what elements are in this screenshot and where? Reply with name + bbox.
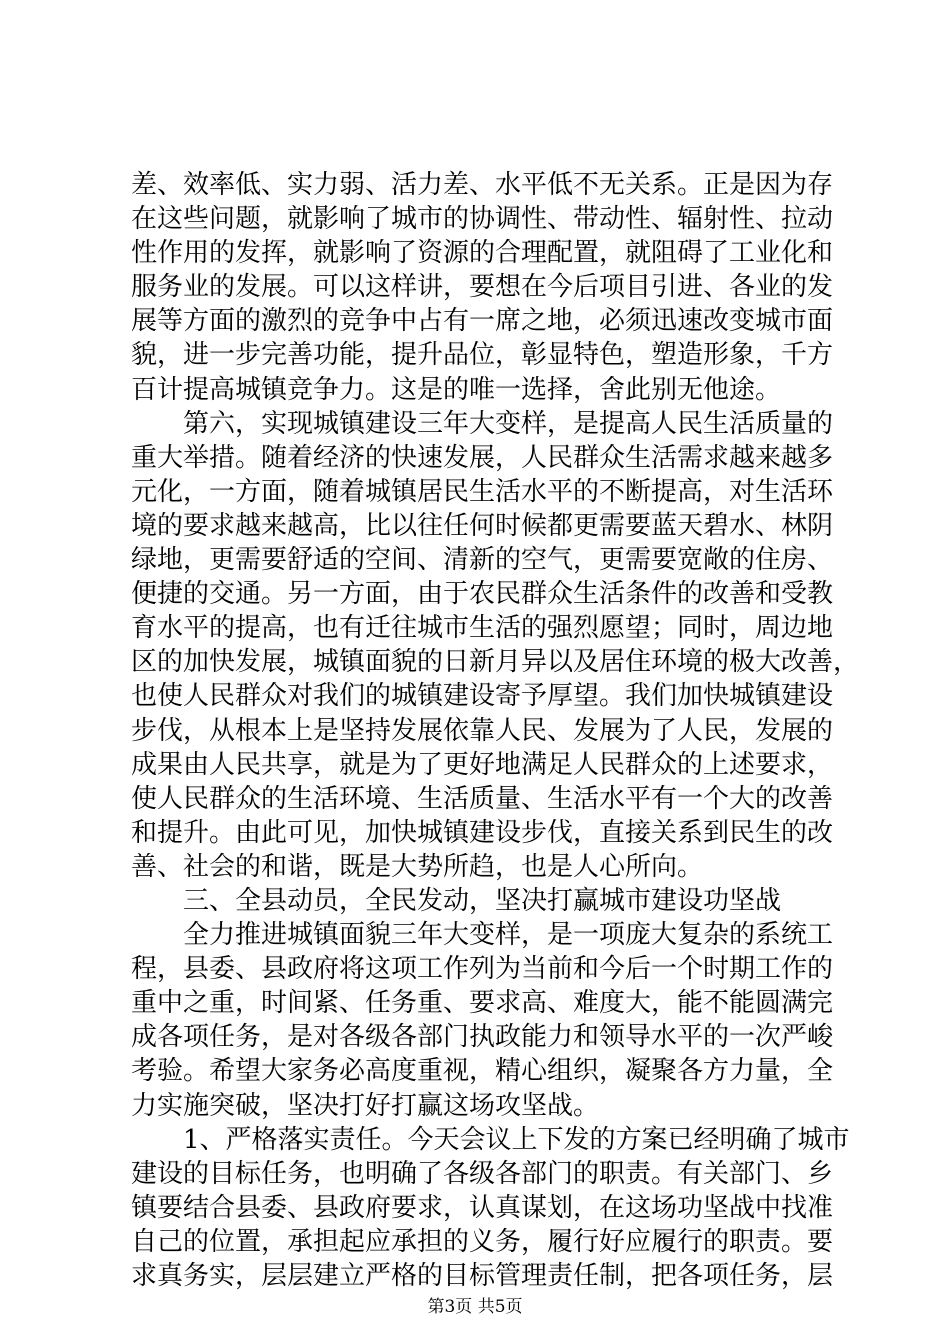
- text-line: 第六，实现城镇建设三年大变样，是提高人民生活质量的: [183, 408, 834, 439]
- text-line: 力实施突破，坚决打好打赢这场攻坚战。: [131, 1090, 600, 1121]
- text-line: 差、效率低、实力弱、活力差、水平低不无关系。正是因为存: [131, 170, 834, 200]
- text-line: 性作用的发挥，就影响了资源的合理配置，就阻碍了工业化和: [131, 238, 834, 269]
- text-line: 使人民群众的生活环境、生活质量、生活水平有一个大的改善: [131, 783, 834, 814]
- paragraph: [131, 168, 834, 407]
- text-line: 境的要求越来越高，比以往任何时候都更需要蓝天碧水、林阴: [131, 510, 834, 541]
- text-line: 镇要结合县委、县政府要求，认真谋划，在这场功坚战中找准: [131, 1192, 834, 1223]
- text-line: 三、全县动员，全民发动，坚决打赢城市建设功坚战: [183, 885, 782, 916]
- text-line: 成果由人民共享，就是为了更好地满足人民群众的上述要求，: [131, 749, 834, 780]
- text-line: 元化，一方面，随着城镇居民生活水平的不断提高，对生活环: [131, 476, 834, 507]
- text-line: 全力推进城镇面貌三年大变样，是一项庞大复杂的系统工: [183, 920, 834, 951]
- text-line: 育水平的提高，也有迁往城市生活的强烈愿望；同时，周边地: [131, 613, 834, 644]
- text-line: 也使人民群众对我们的城镇建设寄予厚望。我们加快城镇建设: [131, 681, 834, 712]
- text-line: 善、社会的和谐，既是大势所趋，也是人心所向。: [131, 851, 704, 882]
- text-line: 貌，进一步完善功能，提升品位，彰显特色，塑造形象，千方: [131, 340, 834, 371]
- text-line: 重大举措。随着经济的快速发展，人民群众生活需求越来越多: [131, 442, 834, 473]
- text-line: 步伐，从根本上是坚持发展依靠人民、发展为了人民，发展的: [131, 715, 834, 746]
- text-line: 建设的目标任务，也明确了各级各部门的职责。有关部门、乡: [131, 1158, 834, 1189]
- text-line: 展等方面的激烈的竞争中占有一席之地，必须迅速改变城市面: [131, 306, 834, 337]
- text-line: 在这些问题，就影响了城市的协调性、带动性、辐射性、拉动: [131, 204, 834, 235]
- text-line: 重中之重，时间紧、任务重、要求高、难度大，能不能圆满完: [131, 988, 834, 1019]
- paragraph: [131, 1123, 850, 1293]
- document-body: [131, 168, 860, 1293]
- text-line: 绿地，更需要舒适的空间、清新的空气，更需要宽敞的住房、: [131, 545, 834, 576]
- text-line: 区的加快发展，城镇面貌的日新月异以及居住环境的极大改善，: [131, 647, 860, 678]
- text-line: 程，县委、县政府将这项工作列为当前和今后一个时期工作的: [131, 954, 834, 985]
- text-line: 求真务实，层层建立严格的目标管理责任制，把各项任务，层: [131, 1261, 834, 1291]
- text-line: 自己的位置，承担起应承担的义务，履行好应履行的职责。要: [131, 1226, 834, 1257]
- text-line: 成各项任务，是对各级各部门执政能力和领导水平的一次严峻: [131, 1022, 834, 1053]
- text-line: 考验。希望大家务必高度重视，精心组织，凝聚各方力量，全: [131, 1056, 834, 1087]
- text-line: 和提升。由此可见，加快城镇建设步伐，直接关系到民生的改: [131, 817, 834, 848]
- page-footer: 第3页 共5页: [427, 1297, 523, 1317]
- text-line: 服务业的发展。可以这样讲，要想在今后项目引进、各业的发: [131, 272, 834, 303]
- text-line: 便捷的交通。另一方面，由于农民群众生活条件的改善和受教: [131, 579, 834, 610]
- paragraph: [131, 884, 831, 918]
- paragraph: [131, 918, 834, 1123]
- text-line: 百计提高城镇竞争力。这是的唯一选择，舍此别无他途。: [131, 374, 782, 405]
- text-line: 1、严格落实责任。今天会议上下发的方案已经明确了城市: [183, 1124, 850, 1155]
- paragraph: [131, 407, 860, 884]
